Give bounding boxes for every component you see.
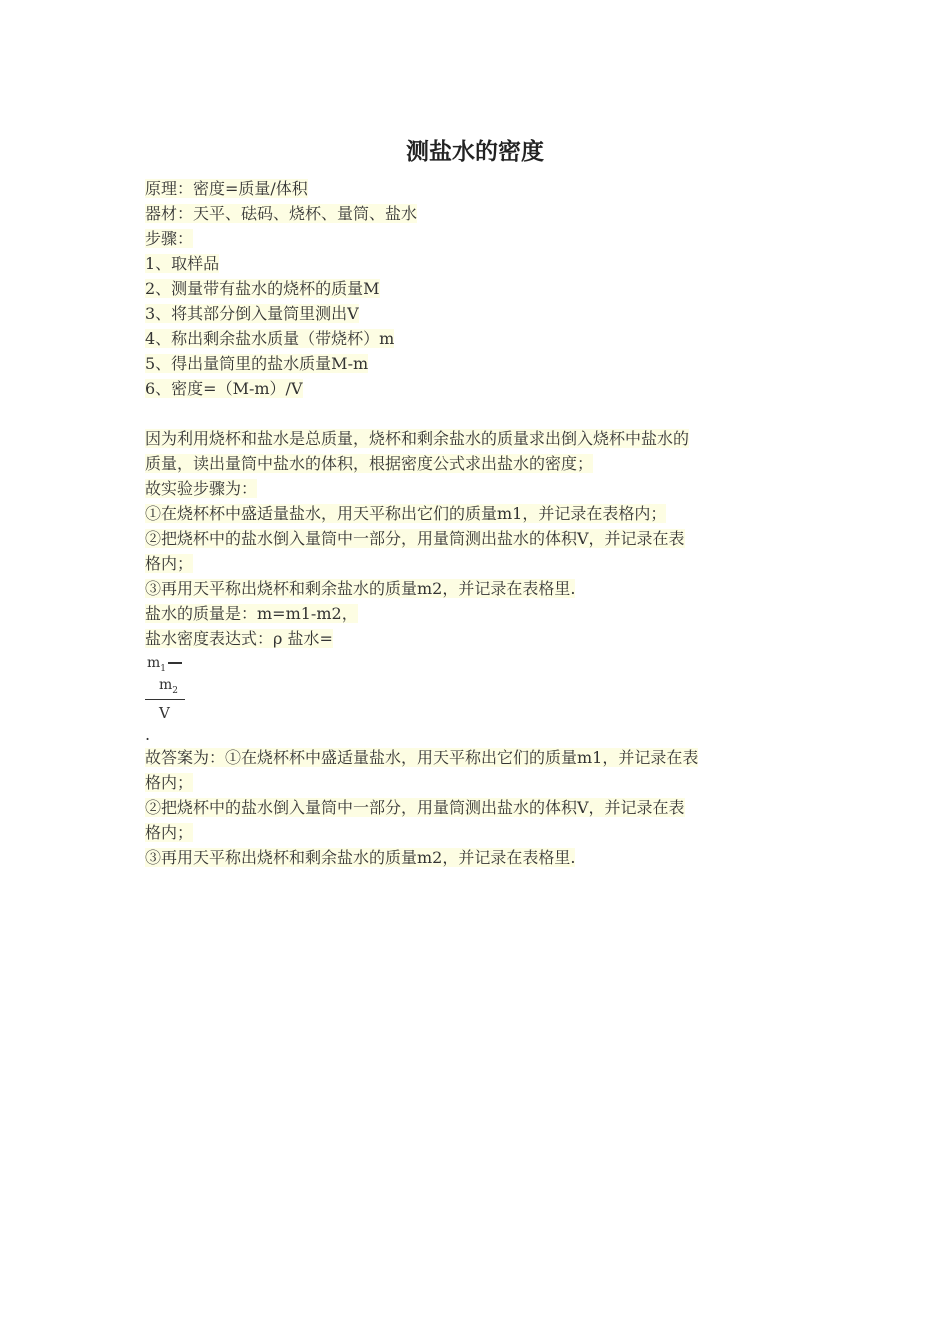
answer-section [145,745,815,870]
intro-section [145,176,815,401]
analysis-line: 格内； [145,554,194,573]
steps-heading: 步骤： [145,229,194,248]
step-item: 1、取样品 [145,254,220,273]
minus-sign [168,662,182,664]
paragraph-gap [145,401,815,426]
formula-denominator: V [159,704,170,722]
formula-numerator-top: $m_1$ [147,653,182,679]
step-item: 6、密度=（M-m）/V [145,379,303,398]
analysis-line: 盐水密度表达式：ρ 盐水= [145,629,333,648]
density-formula [145,653,205,725]
step-item: 2、测量带有盐水的烧杯的质量M [145,279,380,298]
answer-line: 格内； [145,773,194,792]
step-item: 3、将其部分倒入量筒里测出V [145,304,359,323]
analysis-line: 故实验步骤为： [145,479,258,498]
answer-line: 故答案为：①在烧杯杯中盛适量盐水，用天平称出它们的质量m1，并记录在表 [145,748,699,767]
principle-line: 原理：密度=质量/体积 [145,179,308,198]
analysis-section [145,426,815,651]
document-body [145,176,815,870]
page-title: 测盐水的密度 [406,139,544,165]
analysis-line: ①在烧杯杯中盛适量盐水，用天平称出它们的质量m1，并记录在表格内； [145,504,667,523]
step-item: 5、得出量筒里的盐水质量M-m [145,354,369,373]
analysis-line: 质量，读出量筒中盐水的体积，根据密度公式求出盐水的密度； [145,454,594,473]
analysis-line: ③再用天平称出烧杯和剩余盐水的质量m2，并记录在表格里. [145,579,576,598]
answer-line: 格内； [145,823,194,842]
step-item: 4、称出剩余盐水质量（带烧杯）m [145,329,395,348]
answer-line: ③再用天平称出烧杯和剩余盐水的质量m2，并记录在表格里. [145,848,576,867]
fraction-bar [145,699,185,700]
analysis-line: ②把烧杯中的盐水倒入量筒中一部分，用量筒测出盐水的体积V，并记录在表 [145,529,685,548]
answer-line: ②把烧杯中的盐水倒入量筒中一部分，用量筒测出盐水的体积V，并记录在表 [145,798,685,817]
formula-numerator-mid: $m_2$ [159,677,179,696]
formula-period: . [145,725,151,744]
equipment-line: 器材：天平、砝码、烧杯、量筒、盐水 [145,204,418,223]
analysis-line: 因为利用烧杯和盐水是总质量，烧杯和剩余盐水的质量求出倒入烧杯中盐水的 [145,429,690,448]
analysis-line: 盐水的质量是：m=m1-m2， [145,604,358,623]
